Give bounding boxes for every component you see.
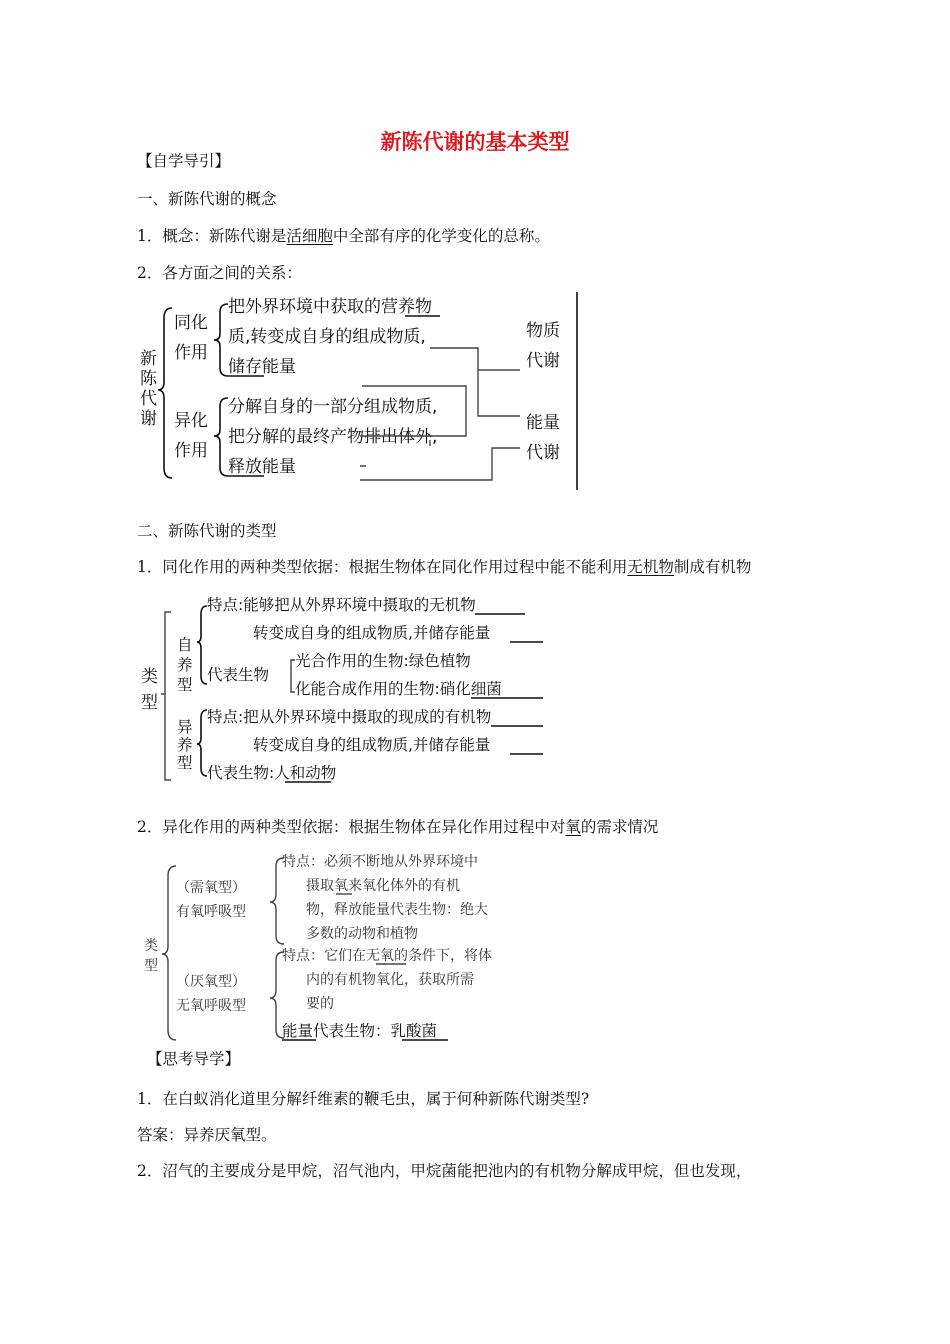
anaerobic-label-a: （厌氧型） xyxy=(176,974,246,990)
aerobic-brace xyxy=(270,858,284,944)
svg-text:类: 类 xyxy=(141,667,158,687)
autotroph-feature-1: 特点:能够把从外界环境中摄取的无机物 xyxy=(207,596,476,614)
svg-text:型: 型 xyxy=(177,754,193,772)
root-brace xyxy=(158,308,172,478)
svg-text:异: 异 xyxy=(177,718,193,736)
energy-metabolism-a: 能量 xyxy=(526,413,560,433)
dissimilation-types-diagram xyxy=(140,850,550,1044)
catabolism-line3: 释放能量 xyxy=(228,457,296,477)
autotroph-brace xyxy=(197,606,207,684)
heading-concept: 一、新陈代谢的概念 xyxy=(137,190,277,208)
anabolism-brace xyxy=(214,304,228,376)
paragraph-assimilation-basis: 1．同化作用的两种类型依据：根据生物体在同化作用过程中能不能利用无机物制成有机物 xyxy=(137,558,752,576)
material-metabolism-b: 代谢 xyxy=(526,351,560,371)
diagram3-root-label xyxy=(144,937,158,974)
paragraph-relations: 2．各方面之间的关系： xyxy=(137,264,302,282)
autotroph-label xyxy=(177,636,193,694)
svg-text:型: 型 xyxy=(177,676,193,694)
anaerobic-line2: 内的有机物氧化，获取所需 xyxy=(306,972,474,988)
question-1: 1．在白蚁消化道里分解纤维素的鞭毛虫，属于何种新陈代谢类型? xyxy=(137,1090,590,1108)
anabolism-line1: 把外界环境中获取的营养物 xyxy=(228,297,432,317)
anaerobic-label-b: 无氧呼吸型 xyxy=(176,998,246,1014)
section-think: 【思考导学】 xyxy=(147,1050,241,1068)
catabolism-label-b: 作用 xyxy=(174,441,208,461)
svg-text:型: 型 xyxy=(144,958,158,974)
autotroph-rep-1: 光合作用的生物:绿色植物 xyxy=(295,652,471,670)
aerobic-line2: 摄取氧来氧化体外的有机 xyxy=(306,878,460,894)
aerobic-label-b: 有氧呼吸型 xyxy=(176,904,246,920)
svg-text:养: 养 xyxy=(177,736,193,754)
page-title: 新陈代谢的基本类型 xyxy=(380,130,570,154)
anabolism-label-a: 同化 xyxy=(174,313,208,333)
svg-text:型: 型 xyxy=(141,693,158,713)
heterotroph-feature-1: 特点:把从外界环境中摄取的现成的有机物 xyxy=(207,708,492,726)
material-metabolism-a: 物质 xyxy=(526,321,560,341)
svg-text:谢: 谢 xyxy=(140,409,157,429)
anaerobic-line4: 能量代表生物：乳酸菌 xyxy=(282,1022,438,1040)
diagram1-root-label xyxy=(140,349,158,429)
aerobic-line3: 物，释放能量代表生物：绝大 xyxy=(306,902,488,918)
heading-types: 二、新陈代谢的类型 xyxy=(137,522,277,540)
svg-text:陈: 陈 xyxy=(140,369,157,389)
metabolism-relation-diagram xyxy=(130,290,590,490)
svg-text:养: 养 xyxy=(177,656,193,674)
paragraph-dissimilation-basis: 2．异化作用的两种类型依据：根据生物体在异化作用过程中对氧的需求情况 xyxy=(137,818,659,836)
aerobic-label-a: （需氧型） xyxy=(176,880,246,896)
autotroph-feature-2: 转变成自身的组成物质,并储存能量 xyxy=(253,624,491,642)
paragraph-concept: 1．概念：新陈代谢是活细胞中全部有序的化学变化的总称。 xyxy=(137,227,550,245)
catabolism-line2: 把分解的最终产物排出体外, xyxy=(228,427,438,447)
anabolism-line2: 质,转变成自身的组成物质, xyxy=(228,327,426,347)
svg-text:新: 新 xyxy=(140,349,157,369)
anaerobic-line3: 要的 xyxy=(306,996,334,1012)
anabolism-line3: 储存能量 xyxy=(228,357,296,377)
aerobic-line1: 特点：必须不断地从外界环境中 xyxy=(282,854,478,870)
assimilation-types-diagram xyxy=(135,592,555,788)
catabolism-line1: 分解自身的一部分组成物质, xyxy=(228,397,438,417)
heterotroph-brace xyxy=(197,710,207,776)
underlined-term: 氧 xyxy=(565,818,581,836)
underlined-term: 活细胞 xyxy=(286,227,333,245)
autotroph-rep-2: 化能合成作用的生物:硝化细菌 xyxy=(295,680,502,698)
catabolism-label-a: 异化 xyxy=(174,411,208,431)
anabolism-label-b: 作用 xyxy=(174,343,208,363)
connector-anabolism xyxy=(430,348,520,416)
svg-text:类: 类 xyxy=(144,938,158,954)
types-brace xyxy=(161,612,171,780)
types-brace-3 xyxy=(162,866,176,1040)
question-2: 2．沼气的主要成分是甲烷，沼气池内，甲烷菌能把池内的有机物分解成甲烷，但也发现， xyxy=(137,1162,752,1180)
section-self-study: 【自学导引】 xyxy=(137,152,231,170)
heterotroph-feature-2: 转变成自身的组成物质,并储存能量 xyxy=(253,736,491,754)
energy-metabolism-b: 代谢 xyxy=(526,443,560,463)
catabolism-brace xyxy=(214,398,228,476)
heterotroph-label xyxy=(177,718,193,772)
answer-1: 答案：异养厌氧型。 xyxy=(137,1126,277,1144)
svg-text:自: 自 xyxy=(177,636,193,654)
svg-text:代: 代 xyxy=(140,389,157,409)
diagram2-root-label xyxy=(141,667,158,713)
anaerobic-line1: 特点：它们在无氧的条件下，将体 xyxy=(282,948,492,964)
autotroph-rep-label: 代表生物 xyxy=(207,666,270,684)
heterotroph-rep: 代表生物:人和动物 xyxy=(207,764,337,782)
underlined-term: 无机物 xyxy=(627,558,674,576)
aerobic-line4: 多数的动物和植物 xyxy=(306,926,418,942)
